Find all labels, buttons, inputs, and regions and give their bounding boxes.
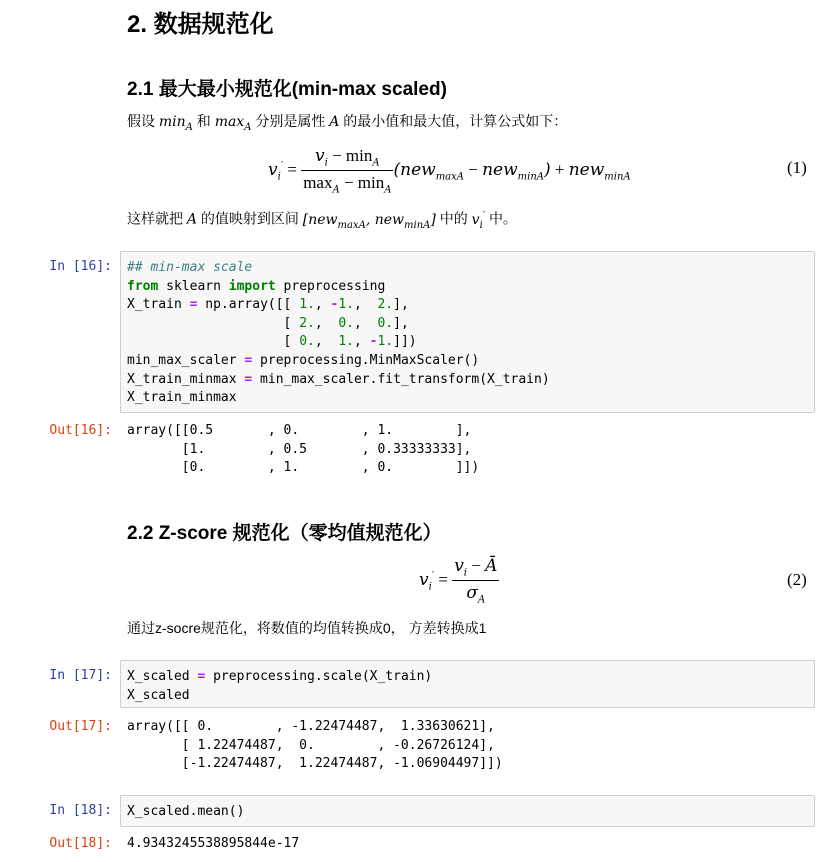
section-heading: 2. 数据规范化 [127, 11, 274, 38]
minmax-intro-text: 假设 $\min_A$ 和 $\max_A$ 分别是属性 A 的最小值和最大值，计算公式如下： [127, 113, 568, 133]
code-input-16[interactable]: ## min-max scale from sklearn import preprocessing X_train = np.array([[ 1., -1., 2.], [ 2., 0., 0.], [ 0., 1., -1.]]) min_max_scaler = preprocessing.MinMaxScaler() X_train_minmax = min_max_scaler.fit_transform(X_train) X_train_minmax [127, 260, 550, 406]
code-cell-16[interactable] [120, 251, 815, 413]
code-cell-18[interactable] [120, 795, 815, 827]
zscore-description: 通过z-socre规范化，将数值的均值转换成0， 方差转换成1 [127, 620, 487, 636]
output-prompt-18: Out[18]: [49, 836, 112, 851]
input-prompt-16: In [16]: [49, 259, 112, 274]
subsection-heading-minmax: 2.1 最大最小规范化(min-max scaled) [127, 79, 447, 100]
code-input-17[interactable]: X_scaled = preprocessing.scale(X_train) X_scaled [127, 669, 433, 703]
output-16: array([[0.5 , 0. , 1. ], [1. , 0.5 , 0.33333333], [0. , 1. , 0. ]]) [127, 423, 480, 476]
minmax-range-text: 这样就把 A 的值映射到区间 [new$_{maxA}$, new$_{minA}$] 中的 $v_i'$ 中。 [127, 210, 517, 231]
formula-zscore: $v_i'$ = $\frac{v_i - Ā}{\sigma_A}$ [419, 556, 498, 606]
formula-minmax: $v_i'$ = $\frac{v_i - \min_A}{\max_A - \min_A}$ (new$_{maxA}$ − new$_{minA}$) + new$_{minA}$ [268, 146, 631, 196]
input-prompt-17: In [17]: [49, 668, 112, 683]
output-18: 4.9343245538895844e-17 [127, 836, 300, 851]
input-prompt-18: In [18]: [49, 803, 112, 818]
output-prompt-16: Out[16]: [49, 423, 112, 438]
code-cell-17[interactable] [120, 660, 815, 708]
code-input-18[interactable]: X_scaled.mean() [127, 804, 245, 819]
output-prompt-17: Out[17]: [49, 719, 112, 734]
output-17: array([[ 0. , -1.22474487, 1.33630621], [ 1.22474487, 0. , -0.26726124], [-1.22474487, 1.22474487, -1.06904497]]) [127, 719, 503, 772]
equation-number-1: (1) [787, 158, 807, 177]
subsection-heading-zscore: 2.2 Z-score 规范化（零均值规范化） [127, 523, 442, 544]
equation-number-2: (2) [787, 570, 807, 589]
